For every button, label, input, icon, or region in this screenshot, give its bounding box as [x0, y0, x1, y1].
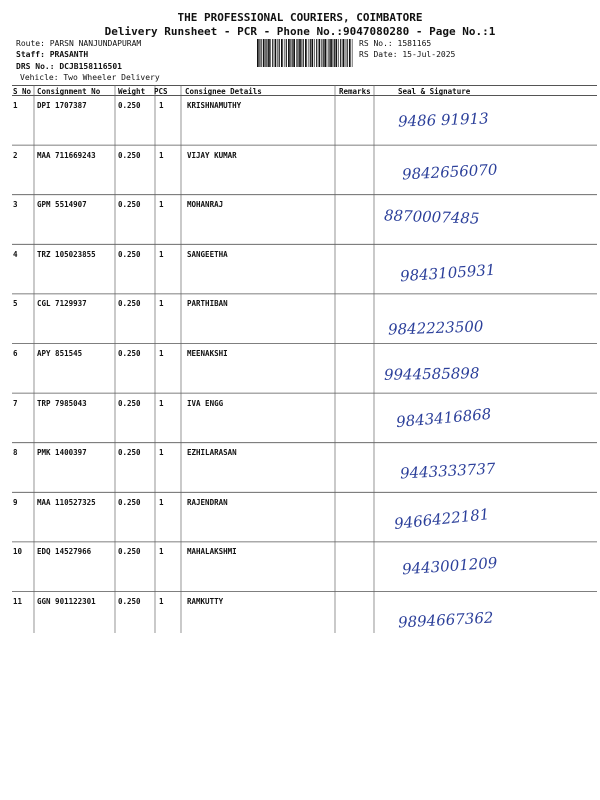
cell-weight: 0.250 [118, 448, 141, 458]
cell-pcs: 1 [159, 448, 164, 458]
cell-consignment: TRP 7985043 [37, 398, 87, 408]
cell-consignee: RAMKUTTY [187, 597, 224, 606]
handwritten-signature: 9443001209 [401, 554, 498, 579]
cell-consignment: TRZ 105023855 [37, 249, 96, 259]
drs-number: DRS No.: DCJB158116501 [16, 62, 122, 71]
cell-weight: 0.250 [118, 497, 141, 507]
cell-consignee: VIJAY KUMAR [187, 150, 237, 160]
cell-consignment: GGN 901122301 [37, 597, 96, 606]
cell-weight: 0.250 [118, 249, 141, 259]
cell-pcs: 1 [159, 150, 164, 160]
cell-consignee: MEENAKSHI [187, 349, 228, 358]
col-header-consignee: Consignee Details [185, 87, 262, 96]
cell-sno: 3 [13, 200, 18, 210]
cell-pcs: 1 [159, 249, 164, 259]
cell-weight: 0.250 [118, 547, 141, 557]
handwritten-signature: 9842656070 [401, 160, 498, 184]
cell-pcs: 1 [159, 101, 164, 110]
cell-consignment: DPI 1707387 [37, 101, 87, 110]
cell-sno: 4 [13, 249, 18, 259]
cell-consignment: MAA 110527325 [37, 497, 96, 507]
barcode [257, 39, 353, 67]
cell-consignment: MAA 711669243 [37, 150, 96, 160]
document-title: THE PROFESSIONAL COURIERS, COIMBATORE [177, 11, 423, 24]
handwritten-signature: 9486 91913 [397, 109, 489, 131]
cell-consignment: APY 851545 [37, 349, 83, 358]
cell-pcs: 1 [159, 299, 164, 309]
cell-consignment: PMK 1400397 [37, 448, 87, 458]
cell-weight: 0.250 [118, 101, 141, 110]
handwritten-signature: 9842223500 [387, 317, 484, 340]
cell-pcs: 1 [159, 497, 164, 507]
cell-sno: 7 [13, 398, 18, 408]
cell-sno: 11 [13, 597, 23, 606]
cell-consignee: PARTHIBAN [187, 299, 228, 309]
cell-weight: 0.250 [118, 299, 141, 309]
cell-pcs: 1 [159, 597, 164, 606]
col-header-pcs: PCS [154, 87, 168, 96]
cell-weight: 0.250 [118, 200, 141, 210]
vehicle: Vehicle: Two Wheeler Delivery [20, 73, 160, 82]
cell-weight: 0.250 [118, 150, 141, 160]
cell-consignee: MAHALAKSHMI [187, 547, 237, 557]
col-header-remarks: Remarks [339, 87, 371, 96]
handwritten-signature: 9843105931 [399, 260, 496, 286]
col-header-weight: Weight [118, 87, 146, 96]
document-subtitle: Delivery Runsheet - PCR - Phone No.:9047080280 - Page No.:1 [104, 25, 496, 38]
handwritten-signature: 9466422181 [393, 504, 491, 533]
staff: Staff: PRASANTH [16, 50, 89, 59]
cell-pcs: 1 [159, 547, 164, 557]
cell-pcs: 1 [159, 349, 164, 358]
route: Route: PARSN NANJUNDAPURAM [16, 39, 142, 48]
col-header-consignment: Consignment No [37, 87, 101, 96]
cell-consignment: GPM 5514907 [37, 200, 87, 210]
rs-number: RS No.: 1581165 [359, 39, 432, 48]
cell-consignee: RAJENDRAN [187, 497, 228, 507]
cell-consignment: EDQ 14527966 [37, 547, 92, 557]
cell-pcs: 1 [159, 398, 164, 408]
cell-consignee: IVA ENGG [187, 398, 224, 408]
cell-consignee: MOHANRAJ [187, 200, 224, 210]
cell-sno: 10 [13, 547, 23, 557]
col-header-signature: Seal & Signature [398, 87, 471, 96]
cell-consignment: CGL 7129937 [37, 299, 87, 309]
cell-consignee: SANGEETHA [187, 249, 228, 259]
handwritten-signature: 9443333737 [399, 459, 496, 483]
cell-sno: 6 [13, 349, 18, 358]
runsheet-grid [12, 85, 597, 635]
cell-sno: 5 [13, 299, 18, 309]
handwritten-signature: 8870007485 [383, 206, 480, 228]
cell-sno: 9 [13, 497, 18, 507]
cell-sno: 2 [13, 150, 18, 160]
cell-pcs: 1 [159, 200, 164, 210]
cell-weight: 0.250 [118, 349, 141, 358]
rs-date: RS Date: 15-Jul-2025 [359, 50, 456, 59]
cell-sno: 8 [13, 448, 18, 458]
handwritten-signature: 9843416868 [395, 404, 493, 431]
cell-weight: 0.250 [118, 597, 141, 606]
cell-consignee: KRISHNAMUTHY [187, 101, 242, 110]
cell-weight: 0.250 [118, 398, 141, 408]
cell-consignee: EZHILARASAN [187, 448, 237, 458]
handwritten-signature: 9894667362 [397, 608, 494, 632]
cell-sno: 1 [13, 101, 18, 110]
handwritten-signature: 9944585898 [383, 364, 480, 384]
col-header-sno: S No [13, 87, 32, 96]
